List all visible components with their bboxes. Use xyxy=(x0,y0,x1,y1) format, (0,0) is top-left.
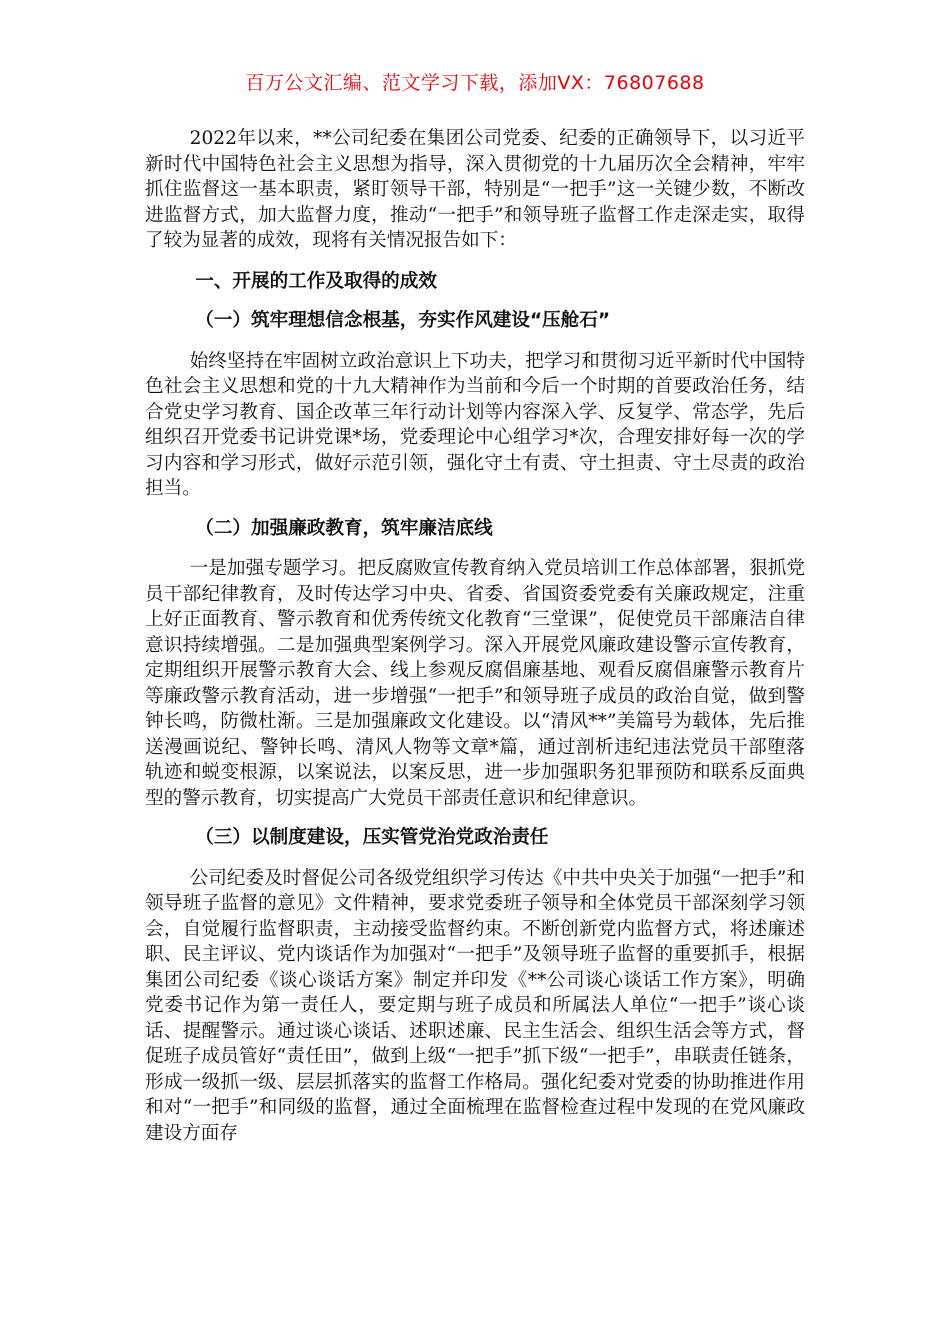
subsection-1-paragraph: 始终坚持在牢固树立政治意识上下功夫，把学习和贯彻习近平新时代中国特色社会主义思想和党的十九大精神作为当前和今后一个时期的首要政治任务，结合党史学习教育、国企改革三年行动计划等内容深入学、反复学、常态学，先后组织召开党委书记讲党课*场，党委理论中心组学习*次，合理安排好每一次的学习内容和学习形式，做好示范引领，强化守土有责、守土担责、守土尽责的政治担当。 xyxy=(145,350,805,499)
subsection-heading-2: （二）加强廉政教育，筑牢廉洁底线 xyxy=(195,517,493,539)
subsection-3-paragraph: 公司纪委及时督促公司各级党组织学习传达《中共中央关于加强“一把手”和领导班子监督的意见》文件精神，要求党委班子领导和全体党员干部深刻学习领会，自觉履行监督职责，主动接受监督约束。不断创新党内监督方式，将述廉述职、民主评议、党内谈话作为加强对“一把手”及领导班子监督的重要抓手，根据集团公司纪委《谈心谈话方案》制定并印发《**公司谈心谈话工作方案》，明确党委书记作为第一责任人，要定期与班子成员和所属法人单位“一把手”谈心谈话、提醒警示。通过谈心谈话、述职述廉、民主生活会、组织生活会等方式，督促班子成员管好“责任田”，做到上级“一把手”抓下级“一把手”，串联责任链条，形成一级抓一级、层层抓落实的监督工作格局。强化纪委对党委的协助推进作用和对“一把手”和同级的监督，通过全面梳理在监督检查过程中发现的在党风廉政建设方面存 xyxy=(145,867,805,1144)
subsection-heading-3: （三）以制度建设，压实管党治党政治责任 xyxy=(195,827,549,848)
intro-paragraph: 2022年以来，**公司纪委在集团公司党委、纪委的正确领导下，以习近平新时代中国特色社会主义思想为指导，深入贯彻党的十九届历次全会精神，牢牢抓住监督这一基本职责，紧盯领导干部，特别是“一把手”这一关键少数，不断改进监督方式，加大监督力度，推动“一把手”和领导班子监督工作走深走实，取得了较为显著的成效，现将有关情况报告如下： xyxy=(145,128,805,251)
section-heading-1: 一、开展的工作及取得的成效 xyxy=(195,270,437,292)
document-body xyxy=(145,126,805,1146)
subsection-heading-1: （一）筑牢理想信念根基，夯实作风建设“压舱石” xyxy=(195,310,611,331)
watermark-header: 百万公文汇编、范文学习下载，添加VX：76807688 xyxy=(245,72,705,94)
subsection-2-paragraph: 一是加强专题学习。把反腐败宣传教育纳入党员培训工作总体部署，狠抓党员干部纪律教育，及时传达学习中央、省委、省国资委党委有关廉政规定，注重上好正面教育、警示教育和优秀传统文化教育“三堂课”，促使党员干部廉洁自律意识持续增强。二是加强典型案例学习。深入开展党风廉政建设警示宣传教育，定期组织开展警示教育大会、线上参观反腐倡廉基地、观看反腐倡廉警示教育片等廉政警示教育活动，进一步增强“一把手”和领导班子成员的政治自觉，做到警钟长鸣，防微杜渐。三是加强廉政文化建设。以“清风**”美篇号为载体，先后推送漫画说纪、警钟长鸣、清风人物等文章*篇，通过剖析违纪违法党员干部堕落轨迹和蜕变根源，以案说法，以案反思，进一步加强职务犯罪预防和联系反面典型的警示教育，切实提高广大党员干部责任意识和纪律意识。 xyxy=(145,558,805,809)
